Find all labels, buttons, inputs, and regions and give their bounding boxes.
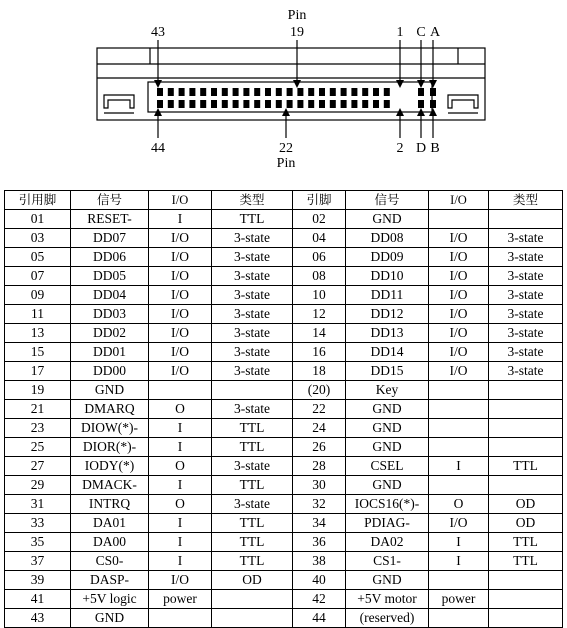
pin-hole xyxy=(319,100,325,108)
type-cell: 3-state xyxy=(489,286,563,305)
pin-hole xyxy=(233,88,239,96)
signal-cell: PDIAG- xyxy=(346,514,429,533)
type-cell: TTL xyxy=(489,533,563,552)
pin-hole xyxy=(168,88,174,96)
pin-assignment-table xyxy=(4,190,563,628)
table-row xyxy=(5,609,563,628)
type-cell: 3-state xyxy=(212,400,293,419)
pin-hole xyxy=(200,100,206,108)
header-pin-2: 引脚 xyxy=(293,191,346,210)
pin-cell: 04 xyxy=(293,229,346,248)
signal-cell: +5V motor xyxy=(346,590,429,609)
io-cell xyxy=(149,381,212,400)
label-pin-c: C xyxy=(416,25,426,40)
io-cell: I/O xyxy=(149,362,212,381)
pin-cell: 03 xyxy=(5,229,71,248)
io-cell: I/O xyxy=(429,229,489,248)
label-pin-a: A xyxy=(429,25,441,40)
io-cell: I/O xyxy=(149,343,212,362)
type-cell: TTL xyxy=(212,438,293,457)
label-pin-43: 43 xyxy=(151,25,165,40)
type-cell: 3-state xyxy=(212,286,293,305)
pin-cell: 36 xyxy=(293,533,346,552)
type-cell: 3-state xyxy=(489,229,563,248)
io-cell: O xyxy=(149,400,212,419)
table-row xyxy=(5,343,563,362)
pin-hole xyxy=(330,100,336,108)
header-signal-2: 信号 xyxy=(346,191,429,210)
pin-hole xyxy=(222,100,228,108)
table-row xyxy=(5,419,563,438)
type-cell xyxy=(489,419,563,438)
pin-cell: 32 xyxy=(293,495,346,514)
header-signal: 信号 xyxy=(71,191,149,210)
type-cell: 3-state xyxy=(489,362,563,381)
signal-cell: GND xyxy=(346,419,429,438)
pin-cell: 11 xyxy=(5,305,71,324)
table-row xyxy=(5,248,563,267)
signal-cell: GND xyxy=(346,438,429,457)
type-cell: 3-state xyxy=(212,495,293,514)
type-cell xyxy=(489,571,563,590)
pin-cell: 10 xyxy=(293,286,346,305)
connector-housing xyxy=(97,48,485,120)
type-cell: 3-state xyxy=(489,324,563,343)
type-cell: 3-state xyxy=(212,324,293,343)
type-cell: 3-state xyxy=(489,267,563,286)
io-cell: I/O xyxy=(149,267,212,286)
pin-arrows xyxy=(158,40,433,138)
table-row xyxy=(5,590,563,609)
io-cell: I xyxy=(149,210,212,229)
pin-hole xyxy=(373,88,379,96)
pin-cell: 40 xyxy=(293,571,346,590)
table-row xyxy=(5,324,563,343)
pin-hole xyxy=(384,88,390,96)
type-cell: 3-state xyxy=(212,267,293,286)
pin-hole xyxy=(200,88,206,96)
pin-hole xyxy=(341,88,347,96)
type-cell: 3-state xyxy=(489,343,563,362)
pin-hole xyxy=(168,100,174,108)
signal-cell: DD14 xyxy=(346,343,429,362)
label-pin-19: 19 xyxy=(290,25,304,40)
pin-hole xyxy=(308,100,314,108)
pin-cell: 18 xyxy=(293,362,346,381)
pin-hole xyxy=(362,100,368,108)
pin-cell: 14 xyxy=(293,324,346,343)
signal-cell: (reserved) xyxy=(346,609,429,628)
type-cell xyxy=(489,590,563,609)
signal-cell: IOCS16(*)- xyxy=(346,495,429,514)
type-cell: 3-state xyxy=(489,305,563,324)
io-cell: I xyxy=(429,552,489,571)
type-cell: OD xyxy=(489,495,563,514)
signal-cell: DD09 xyxy=(346,248,429,267)
signal-cell: RESET- xyxy=(71,210,149,229)
pin-cell: 41 xyxy=(5,590,71,609)
signal-cell: DMACK- xyxy=(71,476,149,495)
signal-cell: GND xyxy=(346,571,429,590)
jumper-pin-hole xyxy=(418,100,424,108)
pin-cell: 13 xyxy=(5,324,71,343)
label-pin-22: 22 xyxy=(279,141,293,156)
io-cell: I/O xyxy=(429,343,489,362)
pin-hole xyxy=(351,88,357,96)
io-cell: I/O xyxy=(429,362,489,381)
pin-hole xyxy=(265,100,271,108)
pin-hole xyxy=(330,88,336,96)
type-cell xyxy=(489,438,563,457)
label-pin-d: D xyxy=(415,141,427,156)
table-row xyxy=(5,362,563,381)
signal-cell: DD04 xyxy=(71,286,149,305)
pin-hole xyxy=(276,100,282,108)
pin-hole xyxy=(351,100,357,108)
table-row xyxy=(5,305,563,324)
io-cell: I xyxy=(149,533,212,552)
io-cell xyxy=(429,571,489,590)
pin-hole xyxy=(222,88,228,96)
pin-cell: 19 xyxy=(5,381,71,400)
signal-cell: CS0- xyxy=(71,552,149,571)
io-cell: I xyxy=(149,438,212,457)
pin-cell: 44 xyxy=(293,609,346,628)
type-cell xyxy=(489,609,563,628)
io-cell: I xyxy=(149,419,212,438)
io-cell: I/O xyxy=(429,514,489,533)
pin-cell: 31 xyxy=(5,495,71,514)
pin-hole xyxy=(254,88,260,96)
pin-cell: 12 xyxy=(293,305,346,324)
signal-cell: DD00 xyxy=(71,362,149,381)
label-pin-2: 2 xyxy=(396,141,404,156)
io-cell: I/O xyxy=(149,286,212,305)
pin-hole xyxy=(265,88,271,96)
type-cell xyxy=(212,609,293,628)
signal-cell: DD07 xyxy=(71,229,149,248)
signal-cell: GND xyxy=(346,476,429,495)
signal-cell: DD11 xyxy=(346,286,429,305)
type-cell xyxy=(489,400,563,419)
type-cell: TTL xyxy=(212,533,293,552)
connector-pins xyxy=(157,88,436,108)
type-cell: TTL xyxy=(489,552,563,571)
type-cell xyxy=(489,476,563,495)
signal-cell: DD02 xyxy=(71,324,149,343)
header-pin: 引用脚 xyxy=(5,191,71,210)
signal-cell: DD13 xyxy=(346,324,429,343)
io-cell xyxy=(429,381,489,400)
io-cell: I xyxy=(149,514,212,533)
pin-cell: 24 xyxy=(293,419,346,438)
signal-cell: DD15 xyxy=(346,362,429,381)
pin-hole xyxy=(384,100,390,108)
pin-cell: 34 xyxy=(293,514,346,533)
table-row xyxy=(5,210,563,229)
jumper-pin-hole xyxy=(418,88,424,96)
type-cell xyxy=(489,381,563,400)
signal-cell: DIOW(*)- xyxy=(71,419,149,438)
signal-cell: DA01 xyxy=(71,514,149,533)
type-cell xyxy=(489,210,563,229)
io-cell xyxy=(429,438,489,457)
pin-hole xyxy=(297,88,303,96)
pin-cell: 27 xyxy=(5,457,71,476)
pin-cell: 15 xyxy=(5,343,71,362)
table-row xyxy=(5,400,563,419)
type-cell xyxy=(212,381,293,400)
type-cell: TTL xyxy=(489,457,563,476)
label-pin-1: 1 xyxy=(396,25,404,40)
pin-hole xyxy=(362,88,368,96)
io-cell xyxy=(429,609,489,628)
signal-cell: DMARQ xyxy=(71,400,149,419)
pin-cell: 05 xyxy=(5,248,71,267)
io-cell: I/O xyxy=(429,324,489,343)
type-cell: 3-state xyxy=(212,343,293,362)
table-row xyxy=(5,476,563,495)
signal-cell: CS1- xyxy=(346,552,429,571)
pin-hole xyxy=(189,100,195,108)
pin-cell: 02 xyxy=(293,210,346,229)
pin-hole xyxy=(287,88,293,96)
io-cell: I xyxy=(429,457,489,476)
signal-cell: GND xyxy=(346,210,429,229)
pin-hole xyxy=(233,100,239,108)
pin-cell: 39 xyxy=(5,571,71,590)
io-cell: I/O xyxy=(429,248,489,267)
pin-cell: 16 xyxy=(293,343,346,362)
table-row xyxy=(5,286,563,305)
pin-hole xyxy=(189,88,195,96)
header-io: I/O xyxy=(149,191,212,210)
pin-cell: 01 xyxy=(5,210,71,229)
signal-cell: DD05 xyxy=(71,267,149,286)
type-cell: TTL xyxy=(212,514,293,533)
label-pin-44: 44 xyxy=(151,141,165,156)
pin-hole xyxy=(157,88,163,96)
pin-hole xyxy=(319,88,325,96)
io-cell xyxy=(429,476,489,495)
pin-hole xyxy=(179,88,185,96)
pin-hole xyxy=(287,100,293,108)
table-row xyxy=(5,229,563,248)
pin-hole xyxy=(179,100,185,108)
io-cell: I/O xyxy=(149,324,212,343)
pin-cell: 37 xyxy=(5,552,71,571)
pin-cell: 08 xyxy=(293,267,346,286)
signal-cell: DIOR(*)- xyxy=(71,438,149,457)
io-cell: I xyxy=(149,476,212,495)
pin-cell: 42 xyxy=(293,590,346,609)
pin-cell: 23 xyxy=(5,419,71,438)
pin-cell: 26 xyxy=(293,438,346,457)
io-cell: O xyxy=(429,495,489,514)
io-cell: O xyxy=(149,457,212,476)
connector-diagram xyxy=(0,0,567,190)
signal-cell: DASP- xyxy=(71,571,149,590)
io-cell: I/O xyxy=(429,305,489,324)
pin-cell: 06 xyxy=(293,248,346,267)
pin-hole xyxy=(157,100,163,108)
signal-cell: Key xyxy=(346,381,429,400)
io-cell: I/O xyxy=(429,286,489,305)
pin-cell: 25 xyxy=(5,438,71,457)
signal-cell: +5V logic xyxy=(71,590,149,609)
type-cell: TTL xyxy=(212,210,293,229)
signal-cell: DD08 xyxy=(346,229,429,248)
pin-hole xyxy=(373,100,379,108)
signal-cell: DD06 xyxy=(71,248,149,267)
signal-cell: DD03 xyxy=(71,305,149,324)
pin-cell: (20) xyxy=(293,381,346,400)
signal-cell: INTRQ xyxy=(71,495,149,514)
type-cell: 3-state xyxy=(212,248,293,267)
pin-hole xyxy=(243,88,249,96)
pin-cell: 30 xyxy=(293,476,346,495)
pin-cell: 29 xyxy=(5,476,71,495)
type-cell: TTL xyxy=(212,476,293,495)
table-row xyxy=(5,533,563,552)
signal-cell: GND xyxy=(71,381,149,400)
pin-cell: 09 xyxy=(5,286,71,305)
pin-cell: 33 xyxy=(5,514,71,533)
table-row xyxy=(5,495,563,514)
io-cell xyxy=(149,609,212,628)
pin-cell: 38 xyxy=(293,552,346,571)
io-cell xyxy=(429,400,489,419)
io-cell xyxy=(429,419,489,438)
table-row xyxy=(5,571,563,590)
signal-cell: DD01 xyxy=(71,343,149,362)
signal-cell: GND xyxy=(71,609,149,628)
pin-hole xyxy=(243,100,249,108)
io-cell: I/O xyxy=(149,571,212,590)
pin-hole xyxy=(341,100,347,108)
table-row xyxy=(5,457,563,476)
pin-cell: 07 xyxy=(5,267,71,286)
type-cell: 3-state xyxy=(489,248,563,267)
io-cell: I xyxy=(429,533,489,552)
io-cell: I/O xyxy=(149,248,212,267)
type-cell: 3-state xyxy=(212,305,293,324)
jumper-pin-hole xyxy=(430,100,436,108)
io-cell: I/O xyxy=(149,229,212,248)
table-row xyxy=(5,438,563,457)
signal-cell: CSEL xyxy=(346,457,429,476)
pin-cell: 43 xyxy=(5,609,71,628)
signal-cell: GND xyxy=(346,400,429,419)
signal-cell: DD12 xyxy=(346,305,429,324)
type-cell: 3-state xyxy=(212,229,293,248)
pin-hole xyxy=(211,88,217,96)
signal-cell: IODY(*) xyxy=(71,457,149,476)
pin-word-bottom: Pin xyxy=(276,156,296,171)
type-cell: OD xyxy=(212,571,293,590)
pin-hole xyxy=(308,88,314,96)
pin-hole xyxy=(211,100,217,108)
pin-cell: 17 xyxy=(5,362,71,381)
pin-cell: 35 xyxy=(5,533,71,552)
type-cell: 3-state xyxy=(212,362,293,381)
io-cell: I/O xyxy=(429,267,489,286)
header-io-2: I/O xyxy=(429,191,489,210)
header-type: 类型 xyxy=(212,191,293,210)
header-type-2: 类型 xyxy=(489,191,563,210)
table-header-row xyxy=(5,191,563,210)
type-cell xyxy=(212,590,293,609)
pin-cell: 21 xyxy=(5,400,71,419)
io-cell xyxy=(429,210,489,229)
io-cell: power xyxy=(149,590,212,609)
type-cell: 3-state xyxy=(212,457,293,476)
pin-hole xyxy=(276,88,282,96)
jumper-pin-hole xyxy=(430,88,436,96)
signal-cell: DD10 xyxy=(346,267,429,286)
type-cell: TTL xyxy=(212,552,293,571)
type-cell: TTL xyxy=(212,419,293,438)
table-row xyxy=(5,514,563,533)
io-cell: power xyxy=(429,590,489,609)
table-row xyxy=(5,381,563,400)
pin-cell: 28 xyxy=(293,457,346,476)
type-cell: OD xyxy=(489,514,563,533)
signal-cell: DA00 xyxy=(71,533,149,552)
io-cell: O xyxy=(149,495,212,514)
pin-hole xyxy=(297,100,303,108)
table-row xyxy=(5,552,563,571)
io-cell: I xyxy=(149,552,212,571)
signal-cell: DA02 xyxy=(346,533,429,552)
table-row xyxy=(5,267,563,286)
label-pin-b: B xyxy=(430,141,440,156)
pin-word-top: Pin xyxy=(287,8,307,23)
pin-cell: 22 xyxy=(293,400,346,419)
pin-hole xyxy=(254,100,260,108)
io-cell: I/O xyxy=(149,305,212,324)
